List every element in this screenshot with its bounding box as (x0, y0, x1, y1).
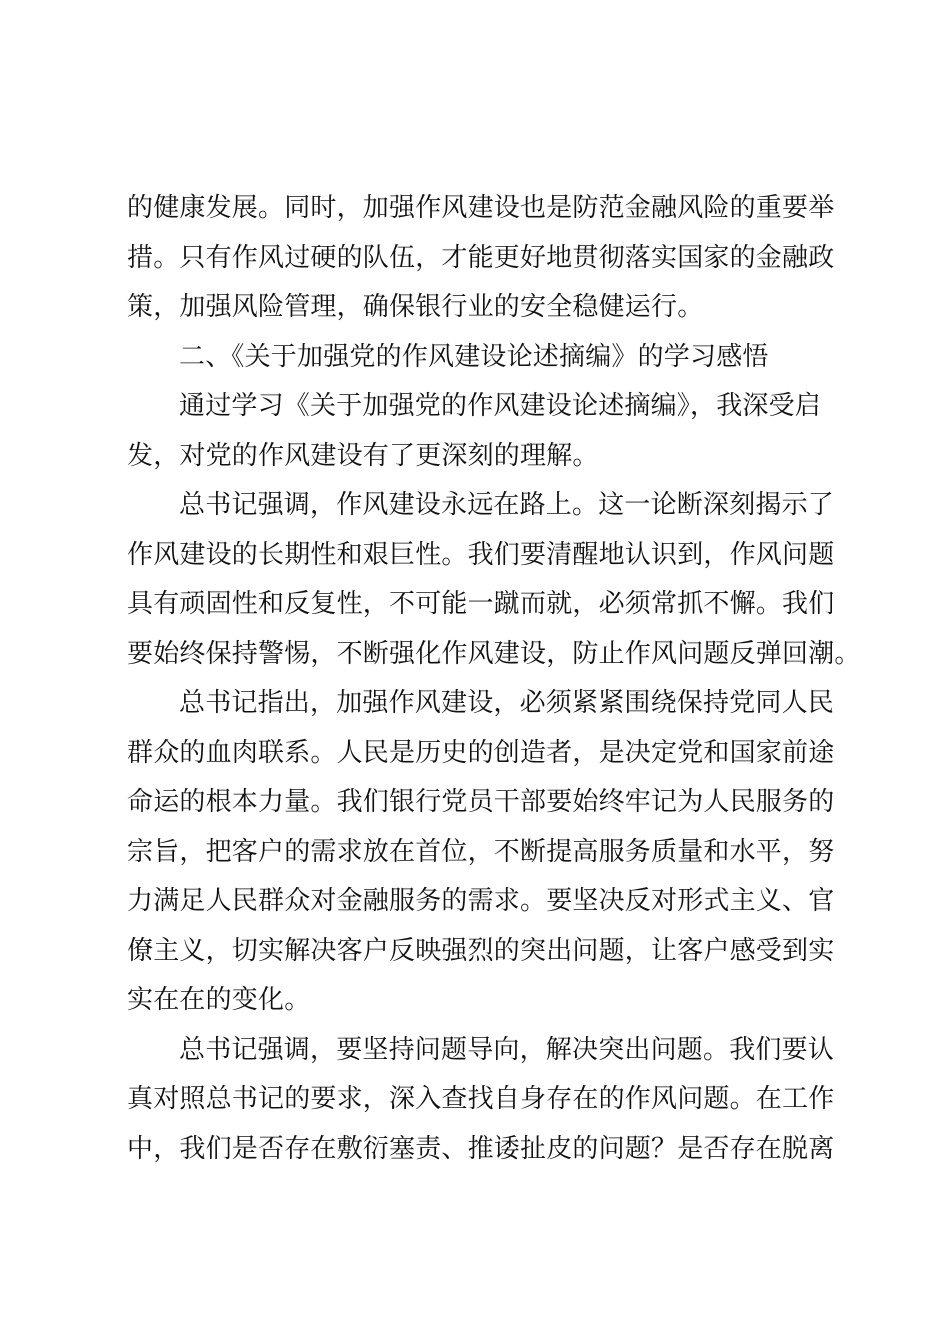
text-line: 命运的根本力量。我们银行党员干部要始终牢记为人民服务的 (127, 787, 835, 817)
text-line: 的健康发展。同时，加强作风建设也是防范金融风险的重要举 (127, 193, 835, 223)
text-line: 总书记指出，加强作风建设，必须紧紧围绕保持党同人民 (179, 688, 835, 718)
text-line: 作风建设的长期性和艰巨性。我们要清醒地认识到，作风问题 (127, 539, 835, 570)
text-line: 策，加强风险管理，确保银行业的安全稳健运行。 (127, 292, 704, 322)
text-line: 真对照总书记的要求，深入查找自身存在的作风问题。在工作 (127, 1084, 835, 1114)
text-line: 通过学习《关于加强党的作风建设论述摘编》，我深受启 (179, 391, 822, 421)
text-line: 要始终保持警惕，不断强化作风建设，防止作风问题反弹回潮。 (127, 638, 861, 669)
text-line: 僚主义，切实解决客户反映强烈的突出问题，让客户感受到实 (127, 935, 835, 966)
section-heading: 二、《关于加强党的作风建设论述摘编》的学习感悟 (179, 341, 769, 372)
text-line: 总书记强调，要坚持问题导向，解决突出问题。我们要认 (179, 1034, 835, 1065)
text-line: 具有顽固性和反复性，不可能一蹴而就，必须常抓不懈。我们 (127, 589, 835, 619)
text-line: 总书记强调，作风建设永远在路上。这一论断深刻揭示了 (179, 490, 835, 520)
text-line: 宗旨，把客户的需求放在首位，不断提高服务质量和水平，努 (127, 836, 835, 867)
text-line: 发，对党的作风建设有了更深刻的理解。 (127, 440, 599, 471)
text-line: 中，我们是否存在敷衍塞责、推诿扯皮的问题？是否存在脱离 (127, 1133, 835, 1164)
text-line: 实在在的变化。 (127, 985, 311, 1015)
text-line: 措。只有作风过硬的队伍，才能更好地贯彻落实国家的金融政 (127, 242, 835, 273)
body-text (127, 184, 861, 1174)
text-line: 群众的血肉联系。人民是历史的创造者，是决定党和国家前途 (127, 737, 835, 768)
text-line: 力满足人民群众对金融服务的需求。要坚决反对形式主义、官 (127, 886, 835, 916)
